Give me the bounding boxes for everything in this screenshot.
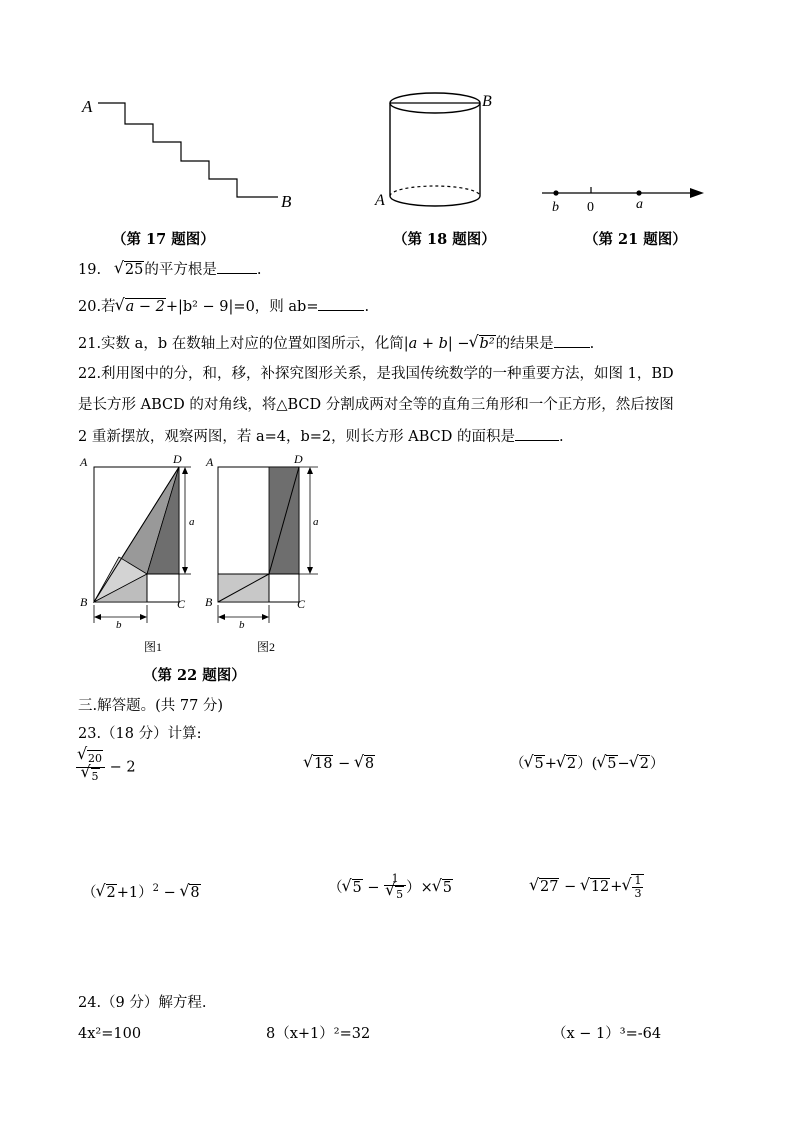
staircase-line xyxy=(98,103,278,197)
figure-22 xyxy=(72,450,332,660)
label-b: b xyxy=(552,200,559,215)
label-a: A xyxy=(82,97,93,116)
label-b: B xyxy=(281,192,292,211)
label-a: a xyxy=(636,197,643,212)
sqrt-25: √ 25 xyxy=(115,260,144,280)
label-C: C xyxy=(297,597,306,611)
caption-fig22: （第 22 题图） xyxy=(143,667,246,684)
label-a: A xyxy=(375,192,385,209)
label-b: b xyxy=(239,619,245,631)
caption-fig21: （第 21 题图） xyxy=(584,231,687,248)
sqrt-a-minus-2: √ a − 2 xyxy=(116,297,166,317)
q23-expr-6: √ 27 − √ 12+ √ $\frac{1}{3}$ xyxy=(530,873,644,901)
label-zero: 0 xyxy=(587,200,594,215)
figure-17-staircase xyxy=(80,90,300,215)
section-3-title: 三.解答题。(共 77 分) xyxy=(78,698,224,714)
label-B: B xyxy=(80,595,88,609)
label-D: D xyxy=(294,452,303,466)
figure-22-fig2 xyxy=(205,452,319,654)
answer-blank xyxy=(318,296,364,311)
question-22-line1: 22.利用图中的分，和，移，补探究图形关系，是我国传统数学的一种重要方法，如图 1，BD xyxy=(78,366,674,382)
question-23-title: 23.（18 分）计算: xyxy=(78,726,202,742)
label-C: C xyxy=(177,597,186,611)
fig1-label: 图1 xyxy=(144,640,163,654)
label-b: b xyxy=(116,619,122,631)
point-b xyxy=(553,190,558,195)
answer-blank xyxy=(554,333,590,348)
question-20: 20.若√ a − 2+|b² − 9|=0，则 ab= . xyxy=(78,296,369,317)
figure-21-number-line xyxy=(538,178,710,216)
label-a: a xyxy=(313,516,319,528)
point-a xyxy=(636,190,641,195)
fig2-label: 图2 xyxy=(257,640,276,654)
answer-blank xyxy=(515,426,559,441)
q23-expr-3: （√ 5+√ 2）(√ 5−√ 2） xyxy=(510,754,664,774)
figure-22-fig1 xyxy=(79,452,195,654)
q23-expr-1: √ 20 √ 5 − 2 xyxy=(76,750,136,785)
label-A: A xyxy=(206,455,214,469)
label-B: B xyxy=(205,595,213,609)
q23-expr-4: （√ 2+1）$^2$ − √ 8 xyxy=(82,879,201,903)
label-a: a xyxy=(189,516,195,528)
label-b: B xyxy=(482,93,492,110)
label-A: A xyxy=(80,455,88,469)
q23-expr-2: √ 18 − √ 8 xyxy=(304,754,375,774)
sqrt-b-squared: √ b² xyxy=(470,334,496,354)
question-22-line3: 2 重新摆放，观察两图，若 a=4，b=2，则长方形 ABCD 的面积是 . xyxy=(78,426,564,447)
q24-eq-1: 4x²=100 xyxy=(78,1026,142,1042)
label-D: D xyxy=(173,452,182,466)
caption-fig17: （第 17 题图） xyxy=(112,231,215,248)
question-19: 19. √ 25的平方根是 . xyxy=(78,259,261,280)
q23-expr-5: （√ 5 − 1 √ 5 ）×√ 5 xyxy=(328,873,453,903)
q24-eq-3: （x − 1）³=-64 xyxy=(552,1026,662,1042)
answer-blank xyxy=(217,259,257,274)
figure-18-cylinder xyxy=(372,88,502,216)
question-21: 21.实数 a，b 在数轴上对应的位置如图所示，化简|a + b| −√ b²的结果是 . xyxy=(78,333,594,354)
caption-fig18: （第 18 题图） xyxy=(393,231,496,248)
q24-eq-2: 8（x+1）²=32 xyxy=(266,1026,371,1042)
question-24-title: 24.（9 分）解方程. xyxy=(78,995,207,1011)
question-22-line2: 是长方形 ABCD 的对角线，将△BCD 分割成两对全等的直角三角形和一个正方形，然后按图 xyxy=(78,397,674,413)
